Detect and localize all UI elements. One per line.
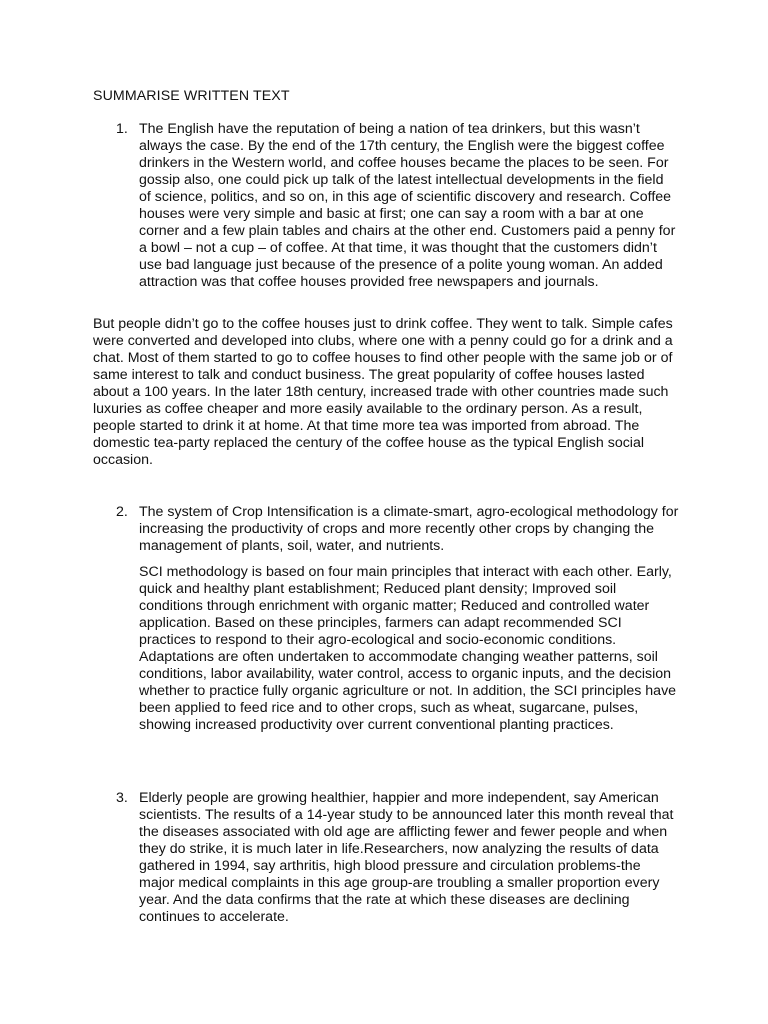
item-1-paragraph: The English have the reputation of being a nation of tea drinkers, but this wasn’t always the case. By the end of the 17th century, the English were the biggest coffee drinkers in the Western world, and coffee houses became the places to be seen. For gossip also, one could pick up talk of the latest intellectual developments in the field of science, politics, and so on, in this age of scientific discovery and research. Coffee houses were very simple and basic at first; one can say a room with a bar at one corner and a few plain tables and chairs at the other end. Customers paid a penny for a bowl – not a cup – of coffee. At that time, it was thought that the customers didn’t use bad language just because of the presence of a polite young woman. An added attraction was that coffee houses provided free newspapers and journals. — [139, 121, 676, 290]
item-number: 1. — [116, 121, 128, 137]
item-2-paragraph-2: SCI methodology is based on four main principles that interact with each other. Early, quick and healthy plant establishment; Reduced plant density; Improved soil conditions through enrichment with organic matter; Reduced and controlled water application. Based on these principles, farmers can adapt recommended SCI practices to respond to their agro-ecological and socio-economic conditions. Adaptations are often undertaken to accommodate changing weather patterns, soil conditions, labor availability, water control, access to organic inputs, and the decision whether to practice fully organic agriculture or not. In addition, the SCI principles have been applied to feed rice and to other crops, such as wheat, sugarcane, pulses, showing increased productivity over current conventional planting practices. — [139, 564, 677, 733]
item-2-paragraph-1: The system of Crop Intensification is a climate-smart, agro-ecological methodology for increasing the productivity of crops and more recently other crops by changing the management of plants, soil, water, and nutrients. — [139, 504, 679, 554]
item-3-paragraph: Elderly people are growing healthier, happier and more independent, say American scientists. The results of a 14-year study to be announced later this month reveal that the diseases associated with old age are afflicting fewer and fewer people and when they do strike, it is much later in life.Researchers, now analyzing the results of data gathered in 1994, say arthritis, high blood pressure and circulation problems-the major medical complaints in this age group-are troubling a smaller proportion every year. And the data confirms that the rate at which these diseases are declining continues to accelerate. — [139, 790, 674, 925]
item-number: 2. — [116, 504, 128, 520]
item-1-continuation-paragraph: But people didn’t go to the coffee houses just to drink coffee. They went to talk. Simple cafes were converted and developed into clubs, where one with a penny could go for a drink and a chat. Most of them started to go to coffee houses to find other people with the same job or of same interest to talk and conduct business. The great popularity of coffee houses lasted about a 100 years. In the later 18th century, increased trade with other countries made such luxuries as coffee cheaper and more easily available to the ordinary person. As a result, people started to drink it at home. At that time more tea was imported from abroad. The domestic tea-party replaced the century of the coffee house as the typical English social occasion. — [93, 316, 673, 468]
item-number: 3. — [116, 790, 128, 806]
document-title: SUMMARISE WRITTEN TEXT — [93, 88, 290, 104]
